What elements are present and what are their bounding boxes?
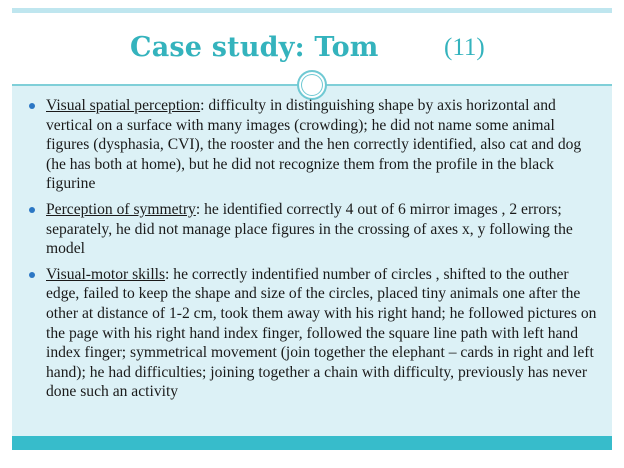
bullet-text: : he correctly indentified number of circles , shifted to the outher edge, failed to keep the shape and size of the circles, placed tiny animals one after the other at distance of 1-2 cm, took them away with his right hand; he followed pictures on the page with his right hand index finger, followed the square line path with left hand index finger; symmetrical movement (join together the elephant – cards in right and left hand); he had difficulties; joining together a chain with difficulty, previously has never done such an activity [46,265,597,401]
slide-number: (11) [444,34,485,61]
bullet-text: : he identified correctly 4 out of 6 mirror images , 2 errors; separately, he did not manage place figures in the crossing of axes x, y following the model [46,200,573,258]
bullet-heading: Perception of symmetry [46,200,196,218]
bullet-item-visual-spatial-perception [28,96,598,194]
bullet-dot-icon [29,103,35,109]
bullet-heading: Visual spatial perception [46,97,201,114]
bullet-dot-icon [29,272,35,278]
bullet-list [28,96,598,408]
bullet-heading: Visual-motor skills [46,265,166,283]
bullet-dot-icon [29,207,35,213]
top-accent-bar [12,8,612,13]
bullet-text: : difficulty in distinguishing shape by axis horizontal and vertical on a surface with many images (crowding); he did not name some animal figures (dysphasia, CVI), the rooster and the hen correctly identified, also cat and dog (he has both at home), but he did not recognize them from the profile in the black figurine [46,97,582,193]
bullet-item-visual-motor-skills [28,265,598,402]
bottom-accent-bar [12,436,612,450]
slide-title: Case study: Tom [130,32,379,63]
bullet-item-perception-of-symmetry [28,200,598,259]
